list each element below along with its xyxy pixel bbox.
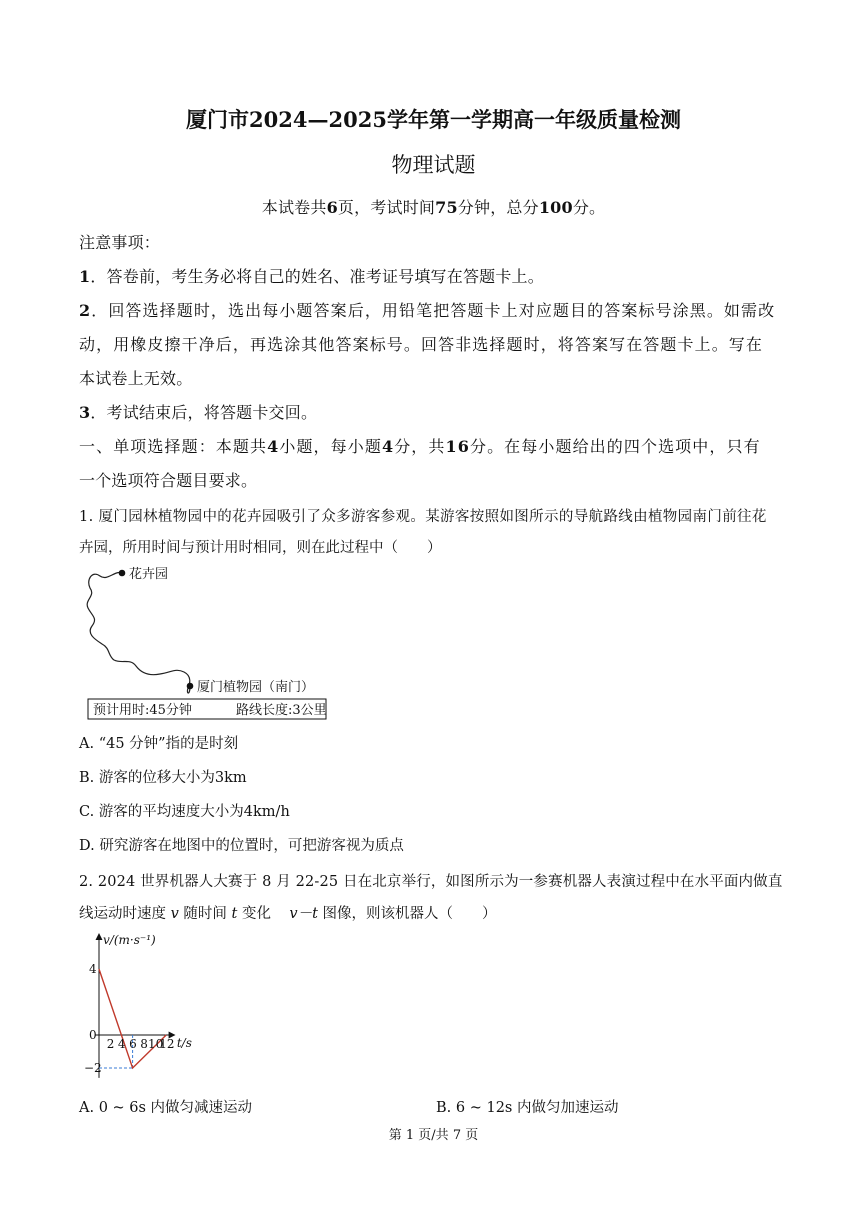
note-2-line-3: 本试卷上无效。 (79, 369, 193, 388)
page-subtitle: 物理试题 (391, 153, 476, 177)
note-2-line-2: 动，用橡皮擦干净后，再选涂其他答案标号。回答非选择题时，将答案写在答题卡上。写在 (79, 335, 764, 354)
y-tick-label: 4 (89, 962, 97, 976)
note-1: 1．答卷前，考生务必将自己的姓名、准考证号填写在答题卡上。 (79, 267, 544, 286)
section-heading: 一、单项选择题：本题共4小题，每小题4分，共16分。在每小题给出的四个选项中，只有 (79, 437, 761, 456)
q1-stem-line-1: 1. 厦门园林植物园中的花卉园吸引了众多游客参观。某游客按照如图所示的导航路线由植物园南门前往花 (79, 509, 767, 525)
x-tick-label: 12 (159, 1037, 175, 1051)
q1-option-b: B. 游客的位移大小为3km (79, 770, 247, 786)
page-number: 第 1 页/共 7 页 (388, 1128, 479, 1143)
q2-stem-line-2: 线运动时速度 v 随时间 t 变化 v－t 图像，则该机器人（ ） (79, 906, 497, 922)
route-path (87, 572, 190, 693)
q2-stem-line-1: 2. 2024 世界机器人大赛于 8 月 22-25 日在北京举行，如图所示为一参赛机器人表演过程中在水平面内做直 (79, 874, 783, 890)
series-line (99, 969, 166, 1068)
section-heading-line-2: 一个选项符合题目要求。 (79, 471, 258, 490)
x-tick-label: 4 (117, 1037, 126, 1051)
y-tick-label: 0 (89, 1028, 97, 1042)
x-tick-label: 10 (148, 1037, 164, 1051)
estimated-time: 预计用时:45分钟 (93, 703, 192, 718)
x-tick-label: 8 (140, 1037, 148, 1051)
q1-option-d: D. 研究游客在地图中的位置时，可把游客视为质点 (79, 838, 404, 854)
notes-heading: 注意事项： (79, 233, 161, 252)
x-tick-label: 2 (106, 1037, 115, 1051)
q1-option-a: A. “45 分钟”指的是时刻 (79, 736, 239, 752)
route-length: 路线长度:3公里 (236, 703, 327, 718)
q1-stem-line-2: 卉园，所用时间与预计用时相同，则在此过程中（ ） (79, 540, 442, 556)
q2-option-a: A. 0 ~ 6s 内做匀减速运动 (79, 1100, 253, 1116)
q2-option-b: B. 6 ~ 12s 内做匀加速运动 (436, 1100, 619, 1116)
note-3: 3．考试结束后，将答题卡交回。 (79, 403, 318, 422)
end-point-marker (119, 570, 126, 577)
q1-route-figure (80, 560, 340, 722)
start-label: 厦门植物园（南门） (197, 680, 315, 695)
y-tick-label: −2 (84, 1061, 102, 1075)
x-axis-label: t/s (176, 1036, 192, 1050)
exam-info: 本试卷共6页，考试时间75分钟，总分100分。 (261, 198, 606, 217)
note-2-line-1: 2．回答选择题时，选出每小题答案后，用铅笔把答题卡上对应题目的答案标号涂黑。如需改 (79, 301, 776, 320)
page-title: 厦门市2024—2025学年第一学期高一年级质量检测 (186, 107, 681, 132)
q1-option-c: C. 游客的平均速度大小为4km/h (79, 804, 290, 820)
y-axis-label: v/(m·s⁻¹) (103, 933, 156, 947)
start-point-marker (187, 683, 194, 690)
x-tick-label: 6 (129, 1037, 137, 1051)
q2-vt-chart (82, 928, 252, 1086)
end-label: 花卉园 (129, 567, 169, 582)
